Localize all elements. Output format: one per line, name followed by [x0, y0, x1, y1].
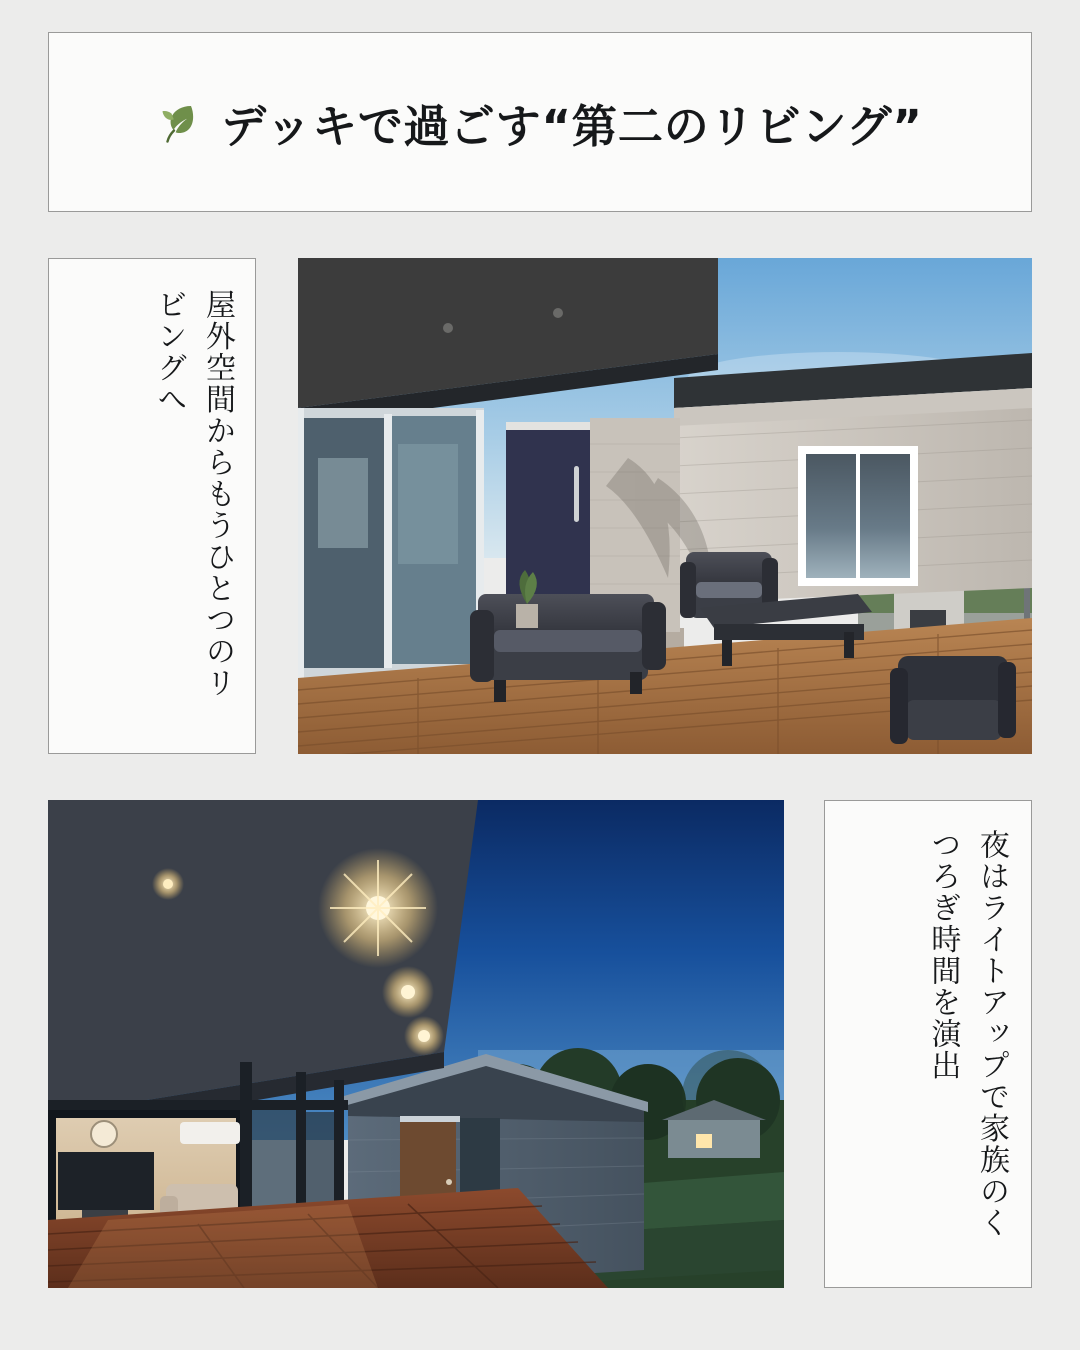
photo-deck-day — [298, 258, 1032, 754]
page-title: デッキで過ごす“第二のリビング” — [221, 99, 923, 153]
caption-card-right — [824, 800, 1032, 1288]
header-banner — [48, 32, 1032, 212]
caption-left-text: 屋外空間からもうひとつのリビングへ — [151, 289, 235, 699]
photo-deck-night — [48, 800, 784, 1288]
leaf-icon — [157, 99, 203, 145]
header-inner — [157, 90, 923, 155]
caption-right-text: 夜はライトアップで家族のくつろぎ時間を演出 — [925, 829, 1009, 1239]
caption-card-left — [48, 258, 256, 754]
